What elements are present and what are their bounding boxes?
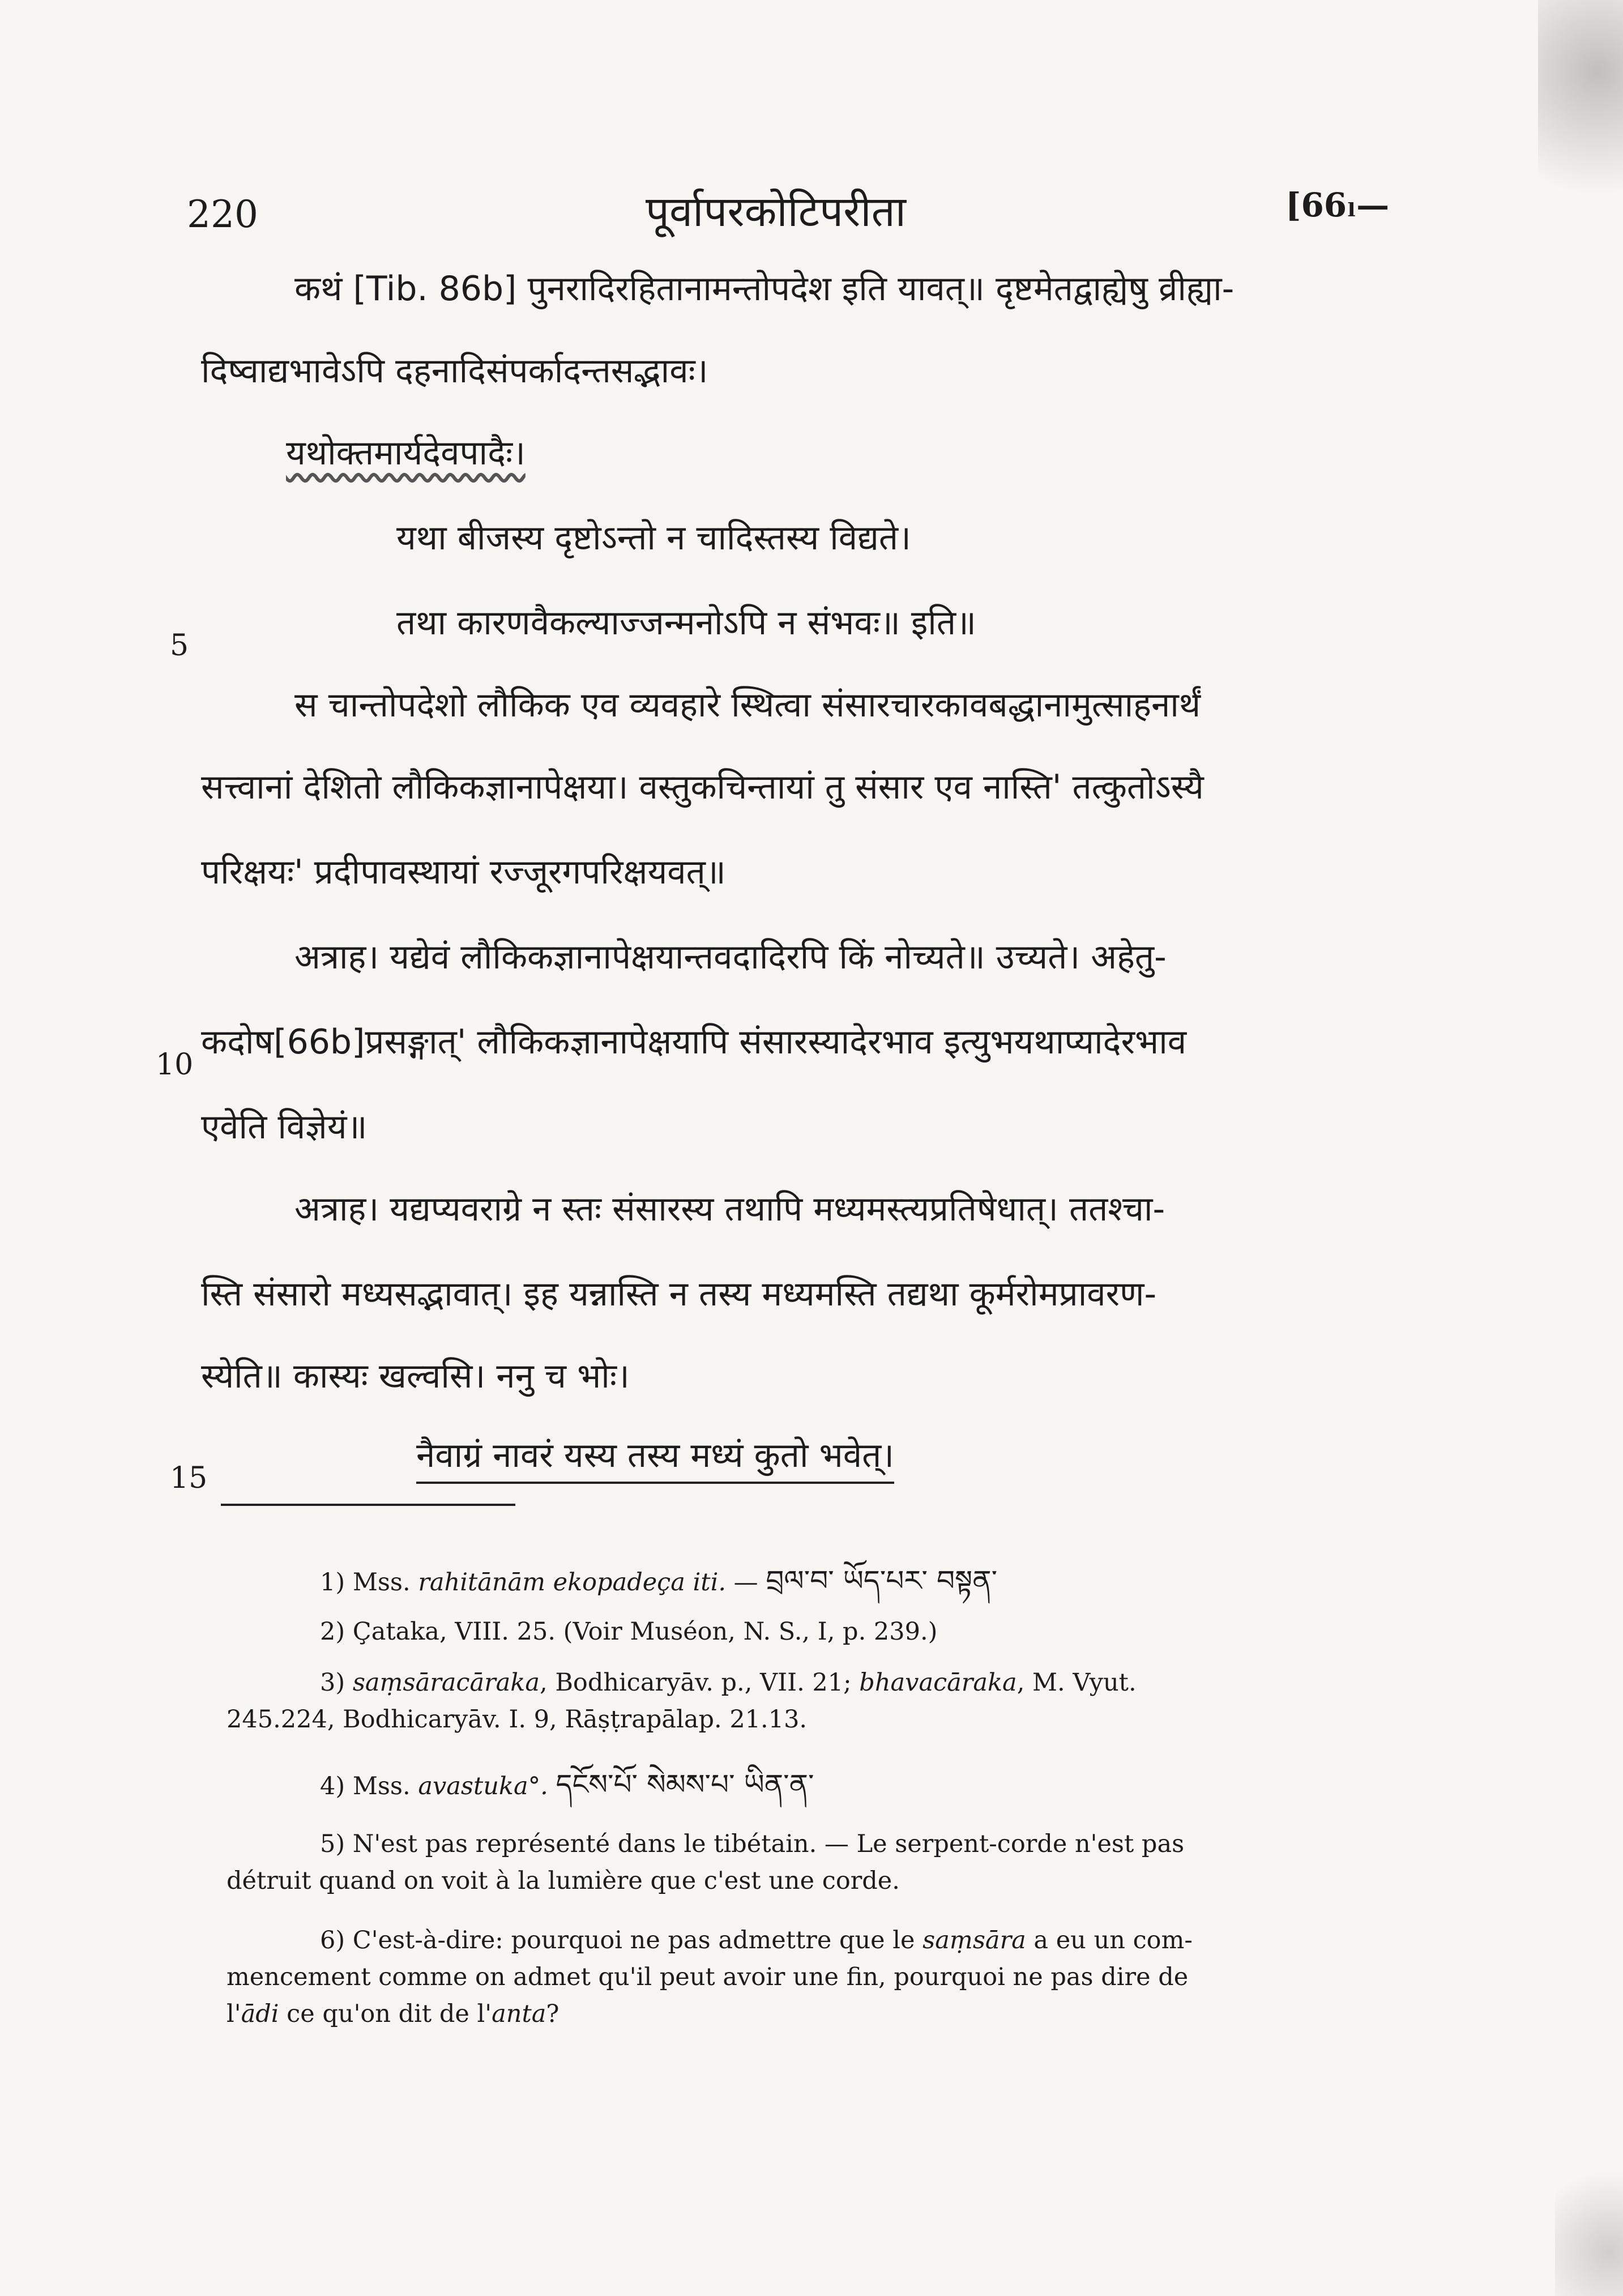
footnote-italic: rahitānām ekopadeça iti. [418, 1568, 727, 1597]
footnote-number: 4) [320, 1772, 345, 1800]
footnote-italic: anta [492, 2000, 546, 2028]
footnote-italic: bhavacāraka [859, 1668, 1017, 1697]
footnote-divider [221, 1504, 515, 1506]
text-line-10: कदोष[66b]प्रसङ्गात्' लौकिकज्ञानापेक्षयापि संसारस्यादेरभाव इत्युभयथाप्यादेरभाव [201, 1022, 1187, 1062]
verse-line-1: यथा बीजस्य दृष्टोऽन्तो न चादिस्तस्य विद्यते। [396, 518, 911, 558]
footnote-4 [320, 1767, 814, 1804]
footnote-text: ce qu'on dit de l' [279, 2000, 492, 2028]
footnote-text: 6) C'est-à-dire: pourquoi ne pas admettre que le [320, 1926, 923, 1954]
text-line-12: अत्राह। यद्यप्यवराग्रे न स्तः संसारस्य तथापि मध्यमस्त्यप्रतिषेधात्। ततश्चा- [294, 1189, 1165, 1229]
footnote-text: Mss. [352, 1772, 418, 1800]
text-line-7: सत्त्वानां देशितो लौकिकज्ञानापेक्षया। वस्तुकचिन्तायां तु संसार एव नास्ति' तत्कुतोऽस्यै [201, 767, 1204, 807]
line-number-15: 15 [170, 1461, 208, 1495]
footnote-number: 1) [320, 1568, 345, 1597]
footnote-dash: — [726, 1568, 766, 1597]
footnote-6-continuation: mencement comme on admet qu'il peut avoir une fin, pourquoi ne pas dire de [227, 1963, 1189, 1991]
section-reference: [66ₗ— [1285, 186, 1390, 224]
footnote-3 [320, 1665, 1137, 1700]
text-line-13: स्ति संसारो मध्यसद्भावात्। इह यन्नास्ति न तस्य मध्यमस्ति तद्यथा कूर्मरोमप्रावरण- [201, 1274, 1157, 1314]
footnote-1 [320, 1563, 997, 1600]
text-line-2: दिष्वाद्यभावेऽपि दहनादिसंपर्कादन्तसद्भावः। [201, 351, 708, 391]
line-number-5: 5 [170, 629, 189, 663]
footnote-italic: saṃsāra [922, 1926, 1026, 1954]
footnote-3-continuation: 245.224, Bodhicaryāv. I. 9, Rāṣṭrapālap. 21.13. [227, 1705, 808, 1734]
page-number: 220 [187, 193, 258, 236]
footnote-italic: avastuka°. [418, 1772, 548, 1800]
footnote-number: 3) [320, 1668, 345, 1697]
footnote-italic: ādi [241, 2000, 279, 2028]
footnote-text: ? [546, 2000, 559, 2028]
tibetan-text: དངོས་པོ་ སེམས་པ་ ཡིན་ན་ [556, 1768, 814, 1801]
footnote-2: 2) Çataka, VIII. 25. (Voir Muséon, N. S., I, p. 239.) [320, 1618, 938, 1646]
footnote-text: a eu un com- [1026, 1926, 1193, 1954]
tibetan-text: བྲལ་བ་ ཡོད་པར་ བསྟན་ [766, 1564, 998, 1597]
footnote-6 [320, 1923, 1193, 1958]
line-number-10: 10 [156, 1048, 194, 1082]
footnote-5: 5) N'est pas représenté dans le tibétain. — Le serpent-corde n'est pas [320, 1830, 1185, 1858]
text-line-3: यथोक्तमार्यदेवपादैः। [286, 433, 526, 473]
footnote-text: l' [227, 2000, 241, 2028]
page-header [0, 181, 1623, 244]
text-line-14: स्येति॥ कास्यः खल्वसि। ननु च भोः। [201, 1356, 630, 1396]
footnote-text: , Bodhicaryāv. p., VII. 21; [540, 1668, 860, 1697]
footnote-5-continuation: détruit quand on voit à la lumière que c'est une corde. [227, 1867, 900, 1895]
verse-line-2: तथा कारणवैकल्याज्जन्मनोऽपि न संभवः॥ इति॥ [396, 603, 976, 643]
footnote-text: , M. Vyut. [1016, 1668, 1137, 1697]
footnote-italic: saṃsāracāraka [352, 1668, 540, 1697]
running-title: पूर्वापरकोटिपरीता [646, 187, 906, 236]
footnote-6-continuation-2 [227, 1996, 559, 2032]
text-line-9: अत्राह। यद्येवं लौकिकज्ञानापेक्षयान्तवदादिरपि किं नोच्यते॥ उच्यते। अहेतु- [294, 937, 1167, 977]
text-line-1: कथं [Tib. 86b] पुनरादिरहितानामन्तोपदेश इति यावत्॥ दृष्टमेतद्वाह्येषु व्रीह्या- [294, 269, 1235, 309]
verse-line-final: नैवाग्रं नावरं यस्य तस्य मध्यं कुतो भवेत्। [416, 1433, 894, 1484]
text-line-11: एवेति विज्ञेयं॥ [201, 1107, 368, 1147]
scan-edge-shadow-bottom [1555, 2149, 1623, 2296]
footnote-text: Mss. [352, 1568, 418, 1597]
text-line-8: परिक्षयः' प्रदीपावस्थायां रज्जूरगपरिक्षयवत्॥ [201, 852, 726, 892]
text-line-6: स चान्तोपदेशो लौकिक एव व्यवहारे स्थित्वा संसारचारकावबद्धानामुत्साहनार्थं [294, 685, 1201, 725]
